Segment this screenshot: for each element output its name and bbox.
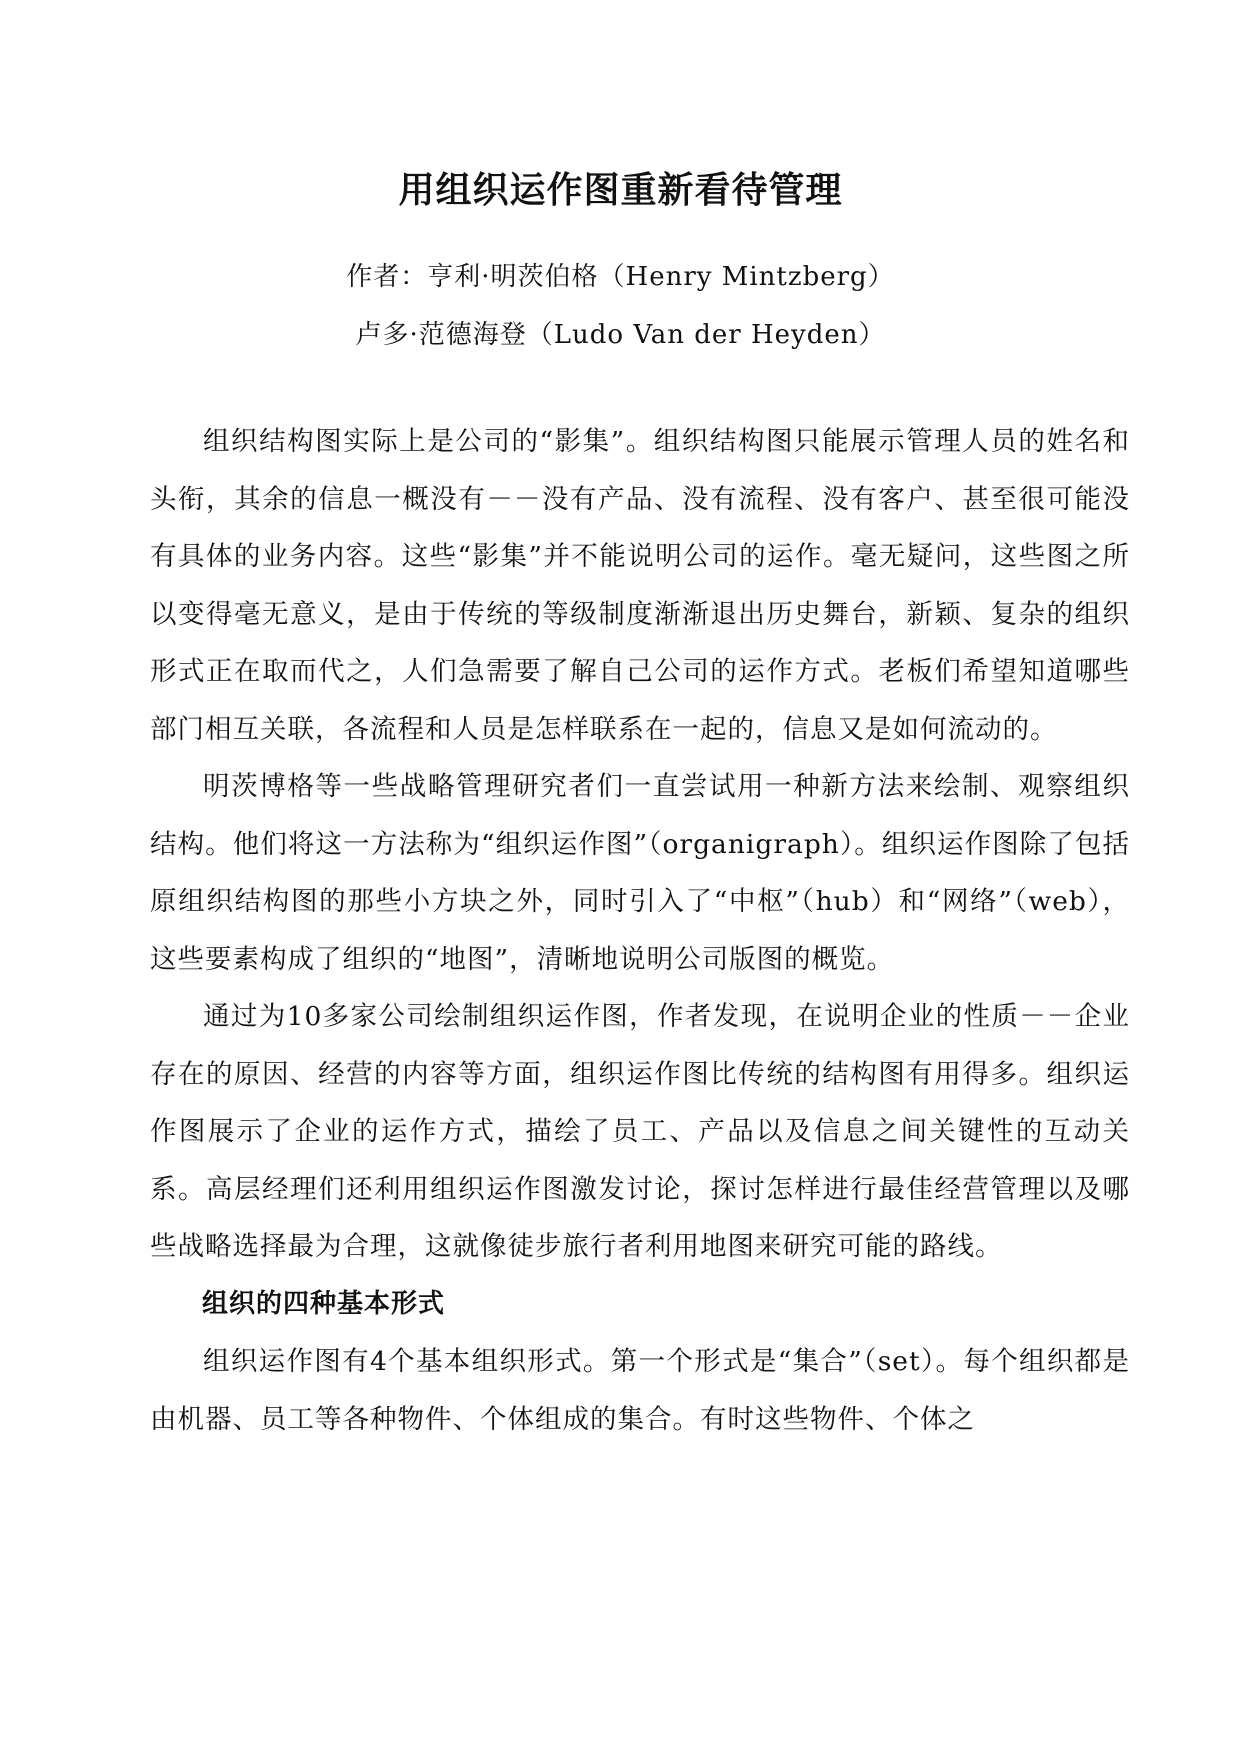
document-body (150, 413, 1130, 1448)
paragraph: 组织运作图有4个基本组织形式。第一个形式是“集合”（set）。每个组织都是由机器、员工等各种物件、个体组成的集合。有时这些物件、个体之 (150, 1346, 1130, 1435)
author-line-2: 卢多·范德海登（Ludo Van der Heyden） (355, 320, 886, 350)
author-line-1: 作者：亨利·明茨伯格（Henry Mintzberg） (346, 262, 895, 292)
paragraph: 组织结构图实际上是公司的“影集”。组织结构图只能展示管理人员的姓名和头衔，其余的信息一概没有－－没有产品、没有流程、没有客户、甚至很可能没有具体的业务内容。这些“影集”并不能说明公司的运作。毫无疑问，这些图之所以变得毫无意义，是由于传统的等级制度渐渐退出历史舞台，新颖、复杂的组织形式正在取而代之，人们急需要了解自己公司的运作方式。老板们希望知道哪些部门相互关联，各流程和人员是怎样联系在一起的，信息又是如何流动的。 (150, 426, 1130, 745)
section-heading: 组织的四种基本形式 (202, 1288, 446, 1319)
document-title: 用组织运作图重新看待管理 (398, 169, 843, 211)
paragraph: 通过为10多家公司绘制组织运作图，作者发现，在说明企业的性质－－企业存在的原因、经营的内容等方面，组织运作图比传统的结构图有用得多。组织运作图展示了企业的运作方式，描绘了员工、产品以及信息之间关键性的互动关系。高层经理们还利用组织运作图激发讨论，探讨怎样进行最佳经营管理以及哪些战略选择最为合理，这就像徒步旅行者利用地图来研究可能的路线。 (150, 1001, 1130, 1262)
paragraph: 明茨博格等一些战略管理研究者们一直尝试用一种新方法来绘制、观察组织结构。他们将这一方法称为“组织运作图”（organigraph）。组织运作图除了包括原组织结构图的那些小方块之外，同时引入了“中枢”（hub）和“网络”（web），这些要素构成了组织的“地图”，清晰地说明公司版图的概览。 (150, 771, 1130, 975)
